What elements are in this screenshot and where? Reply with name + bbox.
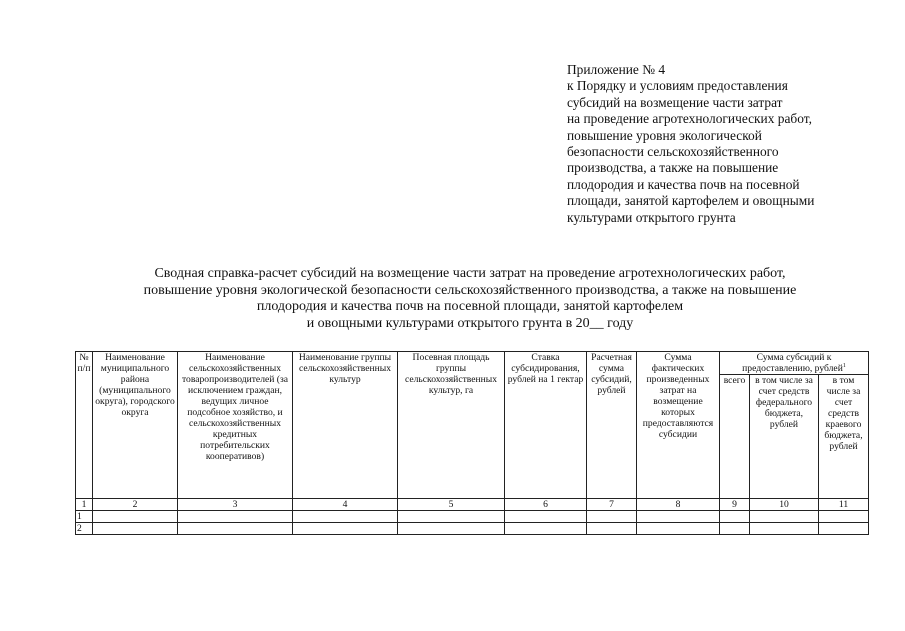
column-number: 1 (76, 499, 93, 511)
column-number: 6 (505, 499, 587, 511)
header-crop-group: Наименование группы сельскохозяйственных культур (293, 352, 398, 499)
cell (587, 523, 637, 535)
column-number: 5 (398, 499, 505, 511)
header-number: № п/п (76, 352, 93, 499)
header-total: всего (720, 375, 750, 499)
cell (398, 511, 505, 523)
column-number: 11 (819, 499, 869, 511)
appendix-line: к Порядку и условиям предоставления (567, 78, 788, 94)
cell (505, 511, 587, 523)
cell (720, 523, 750, 535)
cell (750, 523, 819, 535)
appendix-line: площади, занятой картофелем и овощными (567, 193, 815, 209)
header-producer: Наименование сельскохозяйственных товаропроизводителей (за исключением граждан, ведущих личное подсобное хозяйство, и сельскохозяйственных кредитных потребительских кооперативов) (178, 352, 293, 499)
cell (819, 511, 869, 523)
cell (178, 511, 293, 523)
appendix-line: на проведение агротехнологических работ, (567, 111, 812, 127)
header-municipality: Наименование муниципального района (муниципального округа), городского округа (93, 352, 178, 499)
header-regional: в том числе за счет средств краевого бюджета, рублей (819, 375, 869, 499)
column-number: 2 (93, 499, 178, 511)
header-rate: Ставка субсидирования, рублей на 1 гектар (505, 352, 587, 499)
cell (637, 511, 720, 523)
table-row (76, 511, 869, 523)
title-line: и овощными культурами открытого грунта в 20__ году (306, 315, 634, 331)
header-federal: в том числе за счет средств федерального бюджета, рублей (750, 375, 819, 499)
appendix-line: безопасности сельскохозяйственного (567, 144, 779, 160)
column-number: 7 (587, 499, 637, 511)
header-subsidy-sum-label: Сумма субсидий к предоставлению, рублей (742, 352, 843, 374)
cell (505, 523, 587, 535)
cell (720, 511, 750, 523)
cell (93, 511, 178, 523)
column-number: 3 (178, 499, 293, 511)
row-number: 1 (76, 511, 93, 523)
title-line: плодородия и качества почв на посевной площади, занятой картофелем (256, 299, 684, 315)
document-title (40, 266, 900, 332)
cell (587, 511, 637, 523)
cell (178, 523, 293, 535)
title-line: Сводная справка-расчет субсидий на возмещение части затрат на проведение агротехнологических работ, (154, 266, 786, 281)
cell (750, 511, 819, 523)
header-actual-costs: Сумма фактических произведенных затрат на возмещение которых предоставляются субсидии (637, 352, 720, 499)
subsidy-calculation-table (75, 351, 869, 535)
cell (637, 523, 720, 535)
header-subsidy-sum-group (720, 352, 869, 375)
footnote-marker: 1 (842, 362, 846, 369)
appendix-line: культурами открытого грунта (567, 209, 736, 225)
title-line: повышение уровня экологической безопасности сельскохозяйственного производства, а также на повышение (143, 282, 797, 298)
appendix-line: повышение уровня экологической (567, 127, 762, 143)
appendix-line: Приложение № 4 (567, 62, 666, 77)
table-row (76, 523, 869, 535)
appendix-line: плодородия и качества почв на посевной (567, 176, 800, 192)
appendix-line: субсидий на возмещение части затрат (567, 94, 783, 110)
row-number: 2 (76, 523, 93, 535)
cell (819, 523, 869, 535)
header-calculated-sum: Расчетная сумма субсидий, рублей (587, 352, 637, 499)
column-number: 10 (750, 499, 819, 511)
appendix-header (567, 62, 867, 226)
cell (398, 523, 505, 535)
cell (93, 523, 178, 535)
header-sown-area: Посевная площадь группы сельскохозяйственных культур, га (398, 352, 505, 499)
column-number: 4 (293, 499, 398, 511)
appendix-line: производства, а также на повышение (567, 160, 779, 176)
cell (293, 523, 398, 535)
column-number: 8 (637, 499, 720, 511)
column-number-row (76, 499, 869, 511)
cell (293, 511, 398, 523)
column-number: 9 (720, 499, 750, 511)
